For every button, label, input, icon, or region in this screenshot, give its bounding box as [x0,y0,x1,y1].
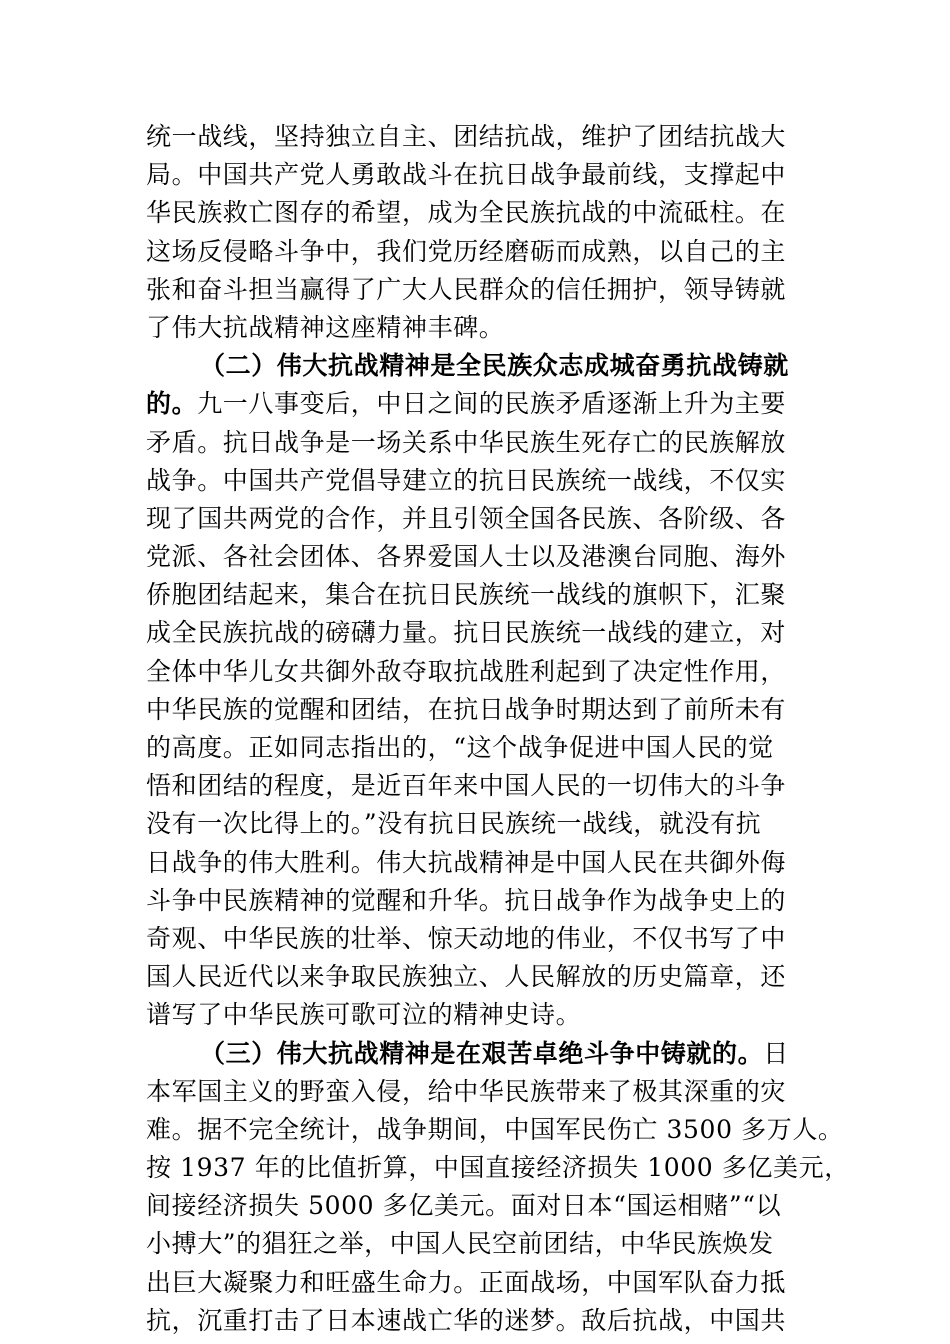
paragraph-line: 斗争中民族精神的觉醒和升华。抗日战争作为战争史上的 [146,885,787,915]
paragraph-line: 矛盾。抗日战争是一场关系中华民族生死存亡的民族解放 [146,427,787,457]
section-heading: （三）伟大抗战精神是在艰苦卓绝斗争中铸就的。 [200,1038,764,1068]
body-text [146,118,850,1340]
paragraph-line: 了伟大抗战精神这座精神丰碑。 [146,312,505,342]
paragraph-line: 出巨大凝聚力和旺盛生命力。正面战场，中国军队奋力抵 [146,1267,787,1297]
paragraph-line: 华民族救亡图存的希望，成为全民族抗战的中流砥柱。在 [146,198,787,228]
paragraph-line: 日战争的伟大胜利。伟大抗战精神是中国人民在共御外侮 [146,847,787,877]
paragraph-text: 九一八事变后，中日之间的民族矛盾逐渐上升为主要 [197,389,787,419]
paragraph-line [146,385,826,423]
paragraph-line: 成全民族抗战的磅礴力量。抗日民族统一战线的建立，对 [146,618,787,648]
paragraph-line: 间接经济损失 5000 多亿美元。面对日本“国运相赌”“以 [146,1191,782,1221]
paragraph-line: 统一战线，坚持独立自主、团结抗战，维护了团结抗战大 [146,122,787,151]
paragraph-line: 张和奋斗担当赢得了广大人民群众的信任拥护，领导铸就 [146,274,787,304]
paragraph-line: 局。中国共产党人勇敢战斗在抗日战争最前线，支撑起中 [146,160,787,190]
paragraph-line: 的高度。正如同志指出的，“这个战争促进中国人民的觉 [146,733,774,762]
paragraph-line: 党派、各社会团体、各界爱国人士以及港澳台同胞、海外 [146,542,787,572]
section-heading-end: 的。 [146,389,198,419]
paragraph-line: 这场反侵略斗争中，我们党历经磨砺而成熟，以自己的主 [146,236,787,266]
paragraph-line: 悟和团结的程度，是近百年来中国人民的一切伟大的斗争 [146,771,787,801]
paragraph-line: 战争。中国共产党倡导建立的抗日民族统一战线，不仅实 [146,465,787,495]
paragraph-line: 现了国共两党的合作，并且引领全国各民族、各阶级、各 [146,503,787,533]
paragraph-line: 中华民族的觉醒和团结，在抗日战争时期达到了前所未有 [146,694,787,724]
paragraph-line [146,1035,826,1073]
paragraph-line: 谱写了中华民族可歌可泣的精神史诗。 [146,1000,582,1030]
paragraph-line: 按 1937 年的比值折算，中国直接经济损失 1000 多亿美元， [146,1153,850,1183]
paragraph-line: 国人民近代以来争取民族独立、人民解放的历史篇章，还 [146,962,787,992]
paragraph-text: 日 [763,1038,789,1068]
paragraph-line: 难。据不完全统计，战争期间，中国军民伤亡 3500 多万人。 [146,1114,844,1144]
paragraph-line: 侨胞团结起来，集合在抗日民族统一战线的旗帜下，汇聚 [146,580,787,610]
paragraph-line: 全体中华儿女共御外敌夺取抗战胜利起到了决定性作用， [146,656,787,686]
paragraph-line: 抗，沉重打击了日本速战亡华的迷梦。敌后抗战，中国共 [146,1305,787,1335]
paragraph-line: 小搏大”的猖狂之举，中国人民空前团结，中华民族焕发 [146,1229,774,1259]
section-heading: （二）伟大抗战精神是全民族众志成城奋勇抗战铸就 [200,351,789,381]
paragraph-line: 本军国主义的野蛮入侵，给中华民族带来了极其深重的灾 [146,1076,787,1106]
paragraph-line: 没有一次比得上的。”没有抗日民族统一战线，就没有抗 [146,809,762,839]
paragraph-line: 奇观、中华民族的壮举、惊天动地的伟业，不仅书写了中 [146,923,787,953]
